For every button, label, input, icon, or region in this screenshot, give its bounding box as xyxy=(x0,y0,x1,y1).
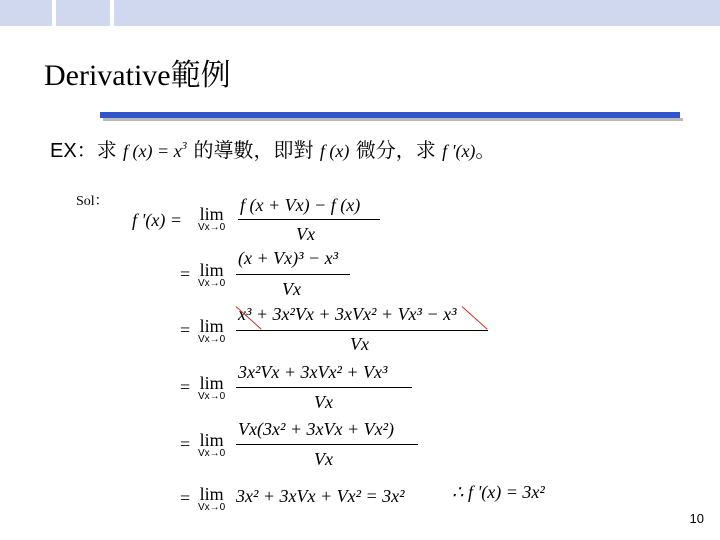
step1-numerator: f (x + Vx) − f (x) xyxy=(240,195,361,215)
lim-3: lim Vx→0 xyxy=(198,316,226,345)
step3-fraction-bar xyxy=(236,330,488,331)
slide-title: Derivative範例 xyxy=(44,59,231,92)
cancel-stroke-right xyxy=(462,306,488,329)
step4-numerator: 3x²Vx + 3xVx² + Vx³ xyxy=(238,362,388,382)
derivative-lhs: f '(x) = xyxy=(132,210,182,230)
lim-2: lim Vx→0 xyxy=(198,260,226,289)
page-number: 10 xyxy=(689,511,704,526)
eq-3: = xyxy=(180,320,191,340)
eq-4: = xyxy=(180,377,191,397)
lim-5: lim Vx→0 xyxy=(198,430,226,459)
problem-text-2: 微分，求 xyxy=(355,138,436,162)
expr-function: f $(x) = x^3$ xyxy=(123,140,188,161)
step5-denominator: Vx xyxy=(314,449,333,469)
expr-f-of-x: f (x) xyxy=(319,141,350,161)
step5-fraction-bar xyxy=(236,444,418,445)
lim-4: lim Vx→0 xyxy=(198,373,226,402)
step3-numerator: x³ + 3x²Vx + 3xVx² + Vx³ − x³ xyxy=(238,304,457,324)
top-banner-right xyxy=(114,0,720,26)
problem-text-1: 的導數，即對 xyxy=(193,138,314,162)
step2-denominator: Vx xyxy=(282,279,301,299)
problem-text-3: 。 xyxy=(475,138,496,162)
sol-label: Sol： xyxy=(76,194,109,209)
ex-label: EX： xyxy=(50,140,97,162)
step4-denominator: Vx xyxy=(314,392,333,412)
title-rule-shadow xyxy=(103,118,683,121)
step6-result: 3x² + 3xVx + Vx² = 3x² xyxy=(236,486,405,506)
step2-numerator: (x + Vx)³ − x³ xyxy=(238,248,339,268)
eq-5: = xyxy=(180,434,191,454)
qiu-text: 求 xyxy=(96,138,117,162)
problem-statement xyxy=(50,134,495,163)
step1-fraction-bar xyxy=(238,219,380,220)
lim-1: lim Vx→0 xyxy=(198,204,226,233)
step3-denominator: Vx xyxy=(350,334,369,354)
step1-denominator: Vx xyxy=(296,224,315,244)
eq-6: = xyxy=(180,488,191,508)
eq-2: = xyxy=(180,264,191,284)
top-banner-left xyxy=(0,0,52,26)
step4-fraction-bar xyxy=(236,387,412,388)
step2-fraction-bar xyxy=(236,274,350,275)
lim-6: lim Vx→0 xyxy=(198,484,226,513)
step5-numerator: Vx(3x² + 3xVx + Vx²) xyxy=(238,419,395,439)
top-banner-mid xyxy=(56,0,110,26)
conclusion: ∴ f '(x) = 3x² xyxy=(452,482,545,502)
expr-derivative: f '(x) xyxy=(442,141,476,161)
